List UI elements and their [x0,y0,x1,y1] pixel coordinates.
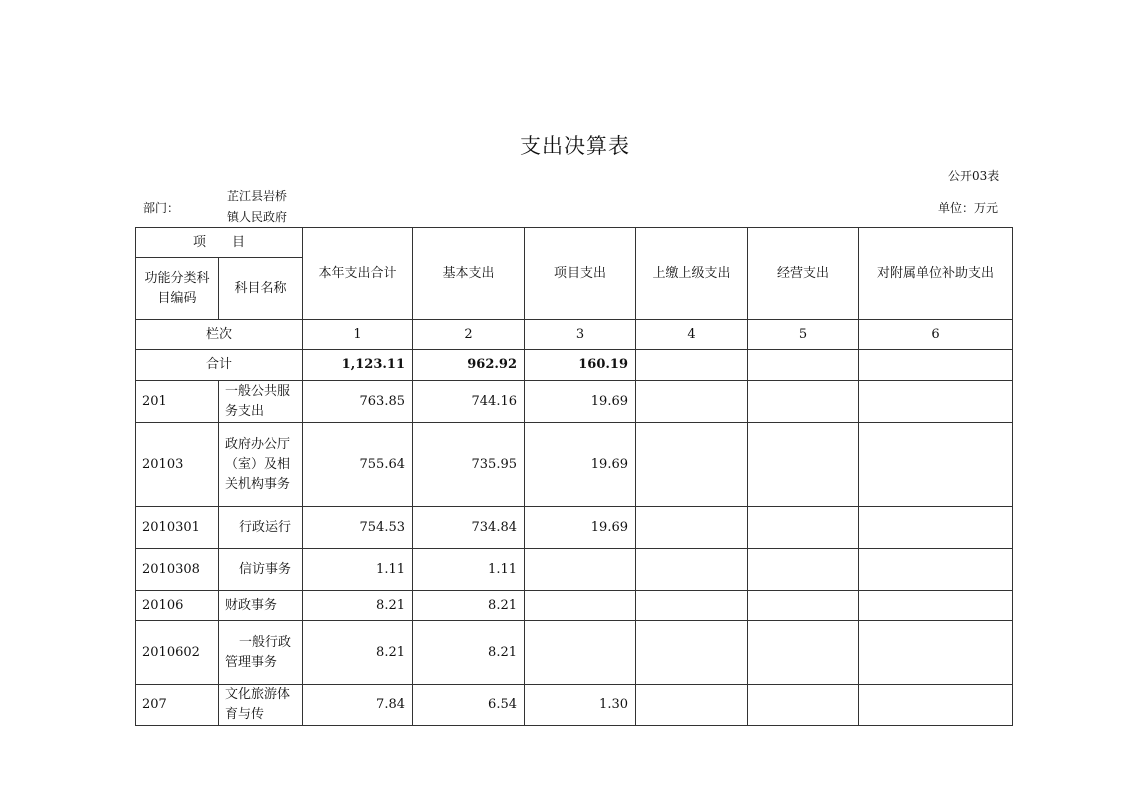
row-value [859,507,1013,549]
row-value: 1.30 [525,685,636,726]
index-row [136,320,1013,350]
row-name: 信访事务 [219,549,303,591]
row-name: 行政运行 [219,507,303,549]
row-value [748,549,859,591]
table-row [136,685,1013,726]
total-cell [636,350,748,381]
row-value [636,591,748,621]
table-row [136,507,1013,549]
row-name: 财政事务 [219,591,303,621]
row-value [636,685,748,726]
total-cell: 160.19 [525,350,636,381]
form-number: 公开03表 [948,169,1000,183]
department-label: 部门： [143,201,180,215]
row-name: 文化旅游体育与传 [219,685,303,726]
row-value [636,507,748,549]
table-row [136,591,1013,621]
row-code: 207 [136,685,219,726]
col-header-remit: 上缴上级支出 [636,228,748,320]
row-value: 754.53 [303,507,413,549]
col-header-subsidy: 对附属单位补助支出 [859,228,1013,320]
table-row [136,549,1013,591]
row-value [748,381,859,423]
col-header-total: 本年支出合计 [303,228,413,320]
table-row [136,423,1013,507]
row-value [525,621,636,685]
total-cell: 1,123.11 [303,350,413,381]
row-name: 一般公共服务支出 [219,381,303,423]
table-row [136,621,1013,685]
row-value: 7.84 [303,685,413,726]
row-value [636,621,748,685]
total-row [136,350,1013,381]
row-value: 734.84 [413,507,525,549]
row-value: 763.85 [303,381,413,423]
row-value [859,423,1013,507]
index-cell: 5 [748,320,859,350]
row-value: 8.21 [303,621,413,685]
row-value [748,507,859,549]
row-code: 2010301 [136,507,219,549]
row-value [525,591,636,621]
index-label: 栏次 [136,320,303,350]
subject-name-header: 科目名称 [219,258,303,320]
row-value [748,685,859,726]
row-value: 1.11 [413,549,525,591]
row-value: 6.54 [413,685,525,726]
row-value: 8.21 [413,621,525,685]
row-code: 20106 [136,591,219,621]
row-value [748,621,859,685]
expenditure-table [135,227,1013,726]
total-cell: 962.92 [413,350,525,381]
project-header: 项 目 [136,228,303,258]
report-title: 支出决算表 [520,134,630,158]
row-code: 2010308 [136,549,219,591]
row-code: 201 [136,381,219,423]
index-cell: 1 [303,320,413,350]
row-value: 19.69 [525,423,636,507]
row-value [859,621,1013,685]
index-cell: 2 [413,320,525,350]
col-header-project: 项目支出 [525,228,636,320]
row-name: 一般行政管理事务 [219,621,303,685]
total-label: 合计 [136,350,303,381]
func-code-header: 功能分类科目编码 [136,258,219,320]
row-value [636,423,748,507]
col-header-operating: 经营支出 [748,228,859,320]
row-value [859,591,1013,621]
row-value [859,685,1013,726]
col-header-basic: 基本支出 [413,228,525,320]
row-value [748,591,859,621]
row-value: 8.21 [413,591,525,621]
header-row-top [136,228,1013,258]
row-value: 1.11 [303,549,413,591]
row-value [748,423,859,507]
index-cell: 6 [859,320,1013,350]
row-value [859,381,1013,423]
row-value: 755.64 [303,423,413,507]
row-value [525,549,636,591]
table-row [136,381,1013,423]
row-name: 政府办公厅（室）及相关机构事务 [219,423,303,507]
total-cell [748,350,859,381]
department-name: 芷江县岩桥镇人民政府 [227,189,288,224]
row-value [636,549,748,591]
row-value: 744.16 [413,381,525,423]
row-value: 8.21 [303,591,413,621]
row-code: 2010602 [136,621,219,685]
row-code: 20103 [136,423,219,507]
row-value: 19.69 [525,381,636,423]
row-value [636,381,748,423]
row-value: 735.95 [413,423,525,507]
index-cell: 3 [525,320,636,350]
index-cell: 4 [636,320,748,350]
row-value [859,549,1013,591]
row-value: 19.69 [525,507,636,549]
total-cell [859,350,1013,381]
unit-label: 单位：万元 [938,201,999,215]
